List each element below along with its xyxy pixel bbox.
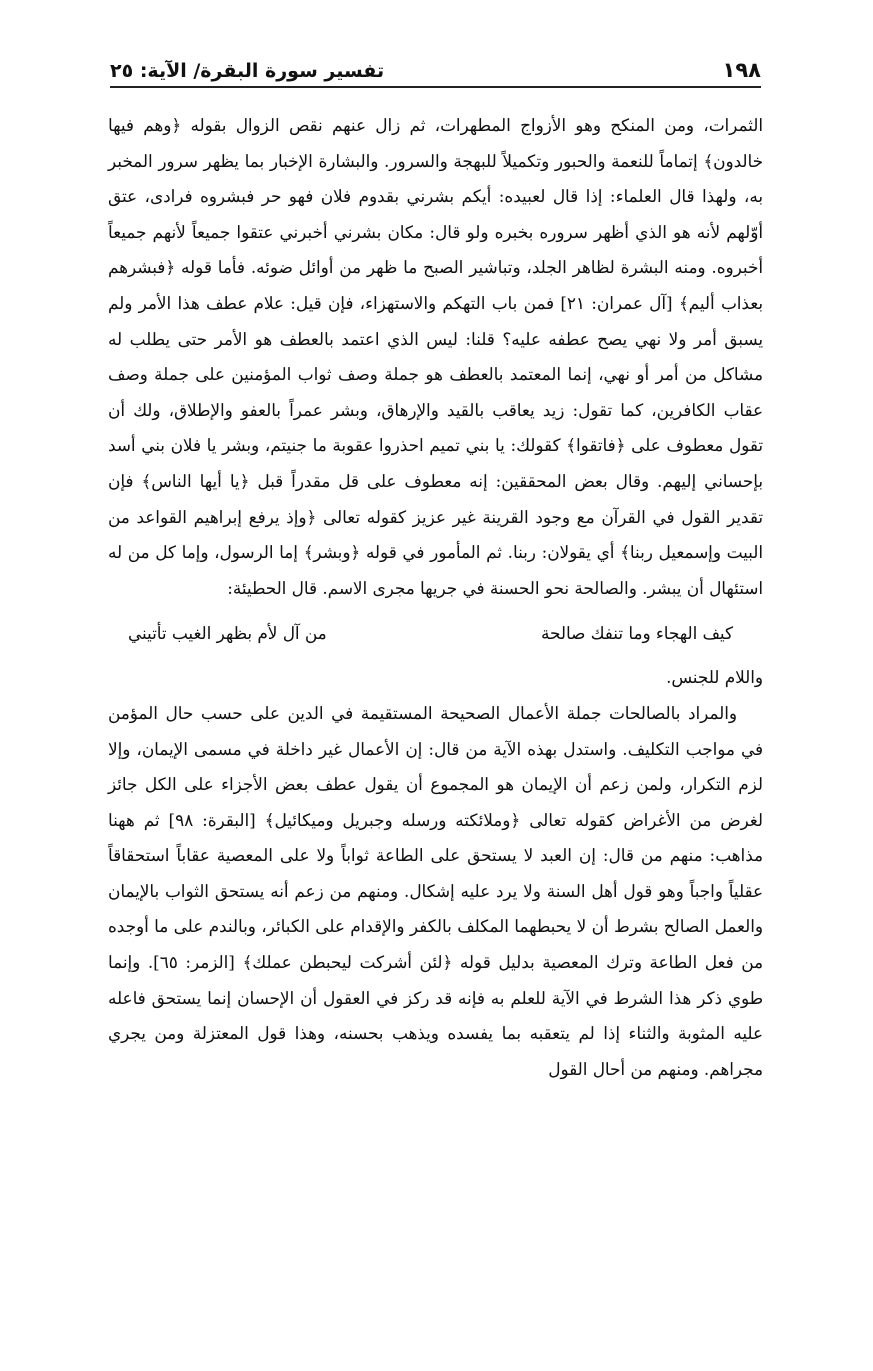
paragraph: والمراد بالصالحات جملة الأعمال الصحيحة المستقيمة في الدين على حسب حال المؤمن في مواجب التكليف. واستدل بهذه الآية من قال: إن الأعمال غير داخلة في مسمى الإيمان، وإلا لزم التكرار، ولمن زعم أن الإيمان هو المجموع أن يقول عطف بعض الأجزاء على الكل جائز لغرض من الأغراض كقوله تعالى ﴿وملائكته ورسله وجبريل وميكائيل﴾ [البقرة: ٩٨] ثم ههنا مذاهب: منهم من قال: إن العبد لا يستحق على الطاعة ثواباً ولا على المعصية عقاباً استحقاقاً عقلياً واجباً وهو قول أهل السنة ولا يرد عليه إشكال. ومنهم من زعم أنه يستحق الثواب بالإيمان والعمل الصالح بشرط أن لا يحبطهما المكلف بالكفر والإقدام على الكبائر، وبالندم على ما أوجده من فعل الطاعة وترك المعصية بدليل قوله ﴿لئن أشركت ليحبطن عملك﴾ [الزمر: ٦٥]. وإنما طوي ذكر هذا الشرط في الآية للعلم به فإنه قد ركز في العقول أن الإحسان إنما يستحق فاعله عليه المثوبة والثناء إذا لم يتعقبه بما يفسده ويذهب بحسنه، وهذا قول المعتزلة ومن يجري مجراهم. ومنهم من أحال القول <box>108 702 763 1079</box>
note-line: واللام للجنس. <box>666 667 763 688</box>
paragraph: الثمرات، ومن المنكح وهو الأزواج المطهرات، ثم زال عنهم نقص الزوال بقوله ﴿وهم فيها خالدون﴾ إتماماً للنعمة والحبور وتكميلاً للبهجة والسرور. والبشارة الإخبار بما يظهر سرور المخبر به، ولهذا قال العلماء: إذا قال لعبيده: أيكم بشرني بقدوم فلان فهو حر فبشروه فرادى، عتق أوّلهم لأنه هو الذي أظهر سروره بخبره ولو قال: مكان بشرني أخبرني عتقوا جميعاً لأنهم جميعاً أخبروه. ومنه البشرة لظاهر الجلد، وتباشير الصبح ما ظهر من أوائل ضوئه. فأما قوله ﴿فبشرهم بعذاب أليم﴾ [آل عمران: ٢١] فمن باب التهكم والاستهزاء، فإن قيل: علام عطف هذا الأمر ولم يسبق أمر ولا نهي يصح عطفه عليه؟ قلنا: ليس الذي اعتمد بالعطف هو الأمر حتى يطلب له مشاكل من أمر أو نهي، إنما المعتمد بالعطف هو جملة وصف ثواب المؤمنين على جملة وصف عقاب الكافرين، كما تقول: زيد يعاقب بالقيد والإرهاق، وبشر عمراً بالعفو والإطلاق، ولك أن تقول معطوف على ﴿فاتقوا﴾ كقولك: يا بني تميم احذروا عقوبة ما جنيتم، وبشر يا فلان بني أسد بإحساني إليهم. وقال بعض المحققين: إنه معطوف على قل مقدراً قبل ﴿يا أيها الناس﴾ فإن تقدير القول في القرآن مع وجود القرينة غير عزيز كقوله تعالى ﴿وإذ يرفع إبراهيم القواعد من البيت وإسمعيل ربنا﴾ أي يقولان: ربنا. ثم المأمور في قوله ﴿وبشر﴾ إما الرسول، وإما كل من له استئهال أن يبشر. والصالحة نحو الحسنة في جريها مجرى الاسم. قال الحطيئة: <box>108 115 763 598</box>
verse-first-hemistich: كيف الهجاء وما تنفك صالحة <box>541 623 733 644</box>
verse-second-hemistich: من آل لأم بظهر الغيب تأتيني <box>128 623 327 644</box>
poetry-verse <box>108 606 763 660</box>
header-title: تفسير سورة البقرة/ الآية: ٢٥ <box>110 60 385 82</box>
page-number: ١٩٨ <box>722 58 761 82</box>
main-text <box>108 108 763 1281</box>
running-header <box>110 48 761 88</box>
